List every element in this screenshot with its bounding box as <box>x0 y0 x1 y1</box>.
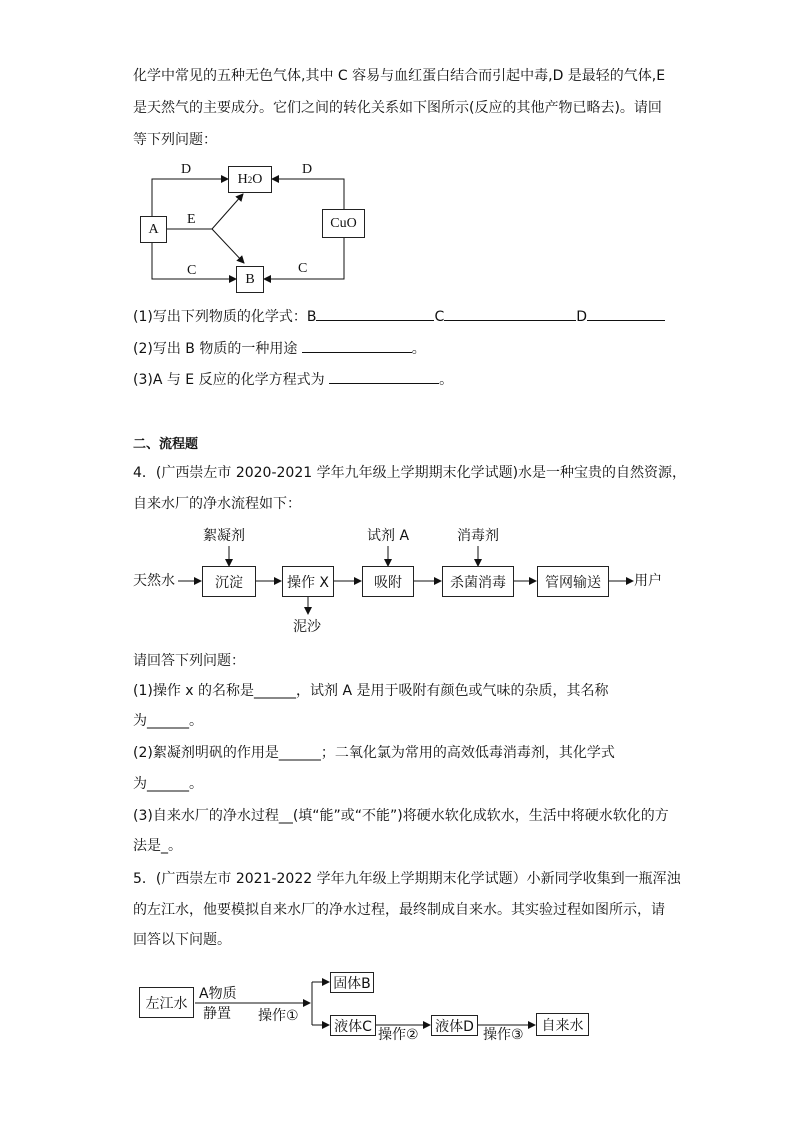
q4-sub3-a: (3)自来水厂的净水过程__(填“能”或“不能”)将硬水软化成软水，生活中将硬水软化的方 <box>133 808 669 824</box>
q4-sub1-a: (1)操作 x 的名称是______，试剂 A 是用于吸附有颜色或气味的杂质，其名称 <box>133 683 609 699</box>
flow-input-water: 天然水 <box>133 573 175 589</box>
flow-step-adsorb: 吸附 <box>362 566 414 597</box>
h2o-subscript: 2 <box>247 174 253 185</box>
q3-intro-line-2: 是天然气的主要成分。它们之间的转化关系如下图所示(反应的其他产物已略去)。请回 <box>133 100 662 116</box>
q5-reagent-a: A物质 <box>199 986 237 1002</box>
q4-sub3-b: 法是_。 <box>133 838 182 854</box>
q3-intro-line-1: 化学中常见的五种无色气体,其中 C 容易与血红蛋白结合而引起中毒,D 是最轻的气体,E <box>133 68 666 84</box>
flow-step-disinfect: 杀菌消毒 <box>442 566 514 597</box>
q3-sub2-suffix: 。 <box>411 341 426 357</box>
q5-line-2: 的左江水，他要模拟自来水厂的净水过程，最终制成自来水。其实验过程如图所示，请 <box>133 902 665 918</box>
node-b: B <box>236 266 264 293</box>
q4-sub2-b: 为______。 <box>133 776 203 792</box>
q5-operation-1: 操作① <box>258 1008 299 1024</box>
label-c-right: C <box>298 261 308 276</box>
q5-line-1: 5．(广西崇左市 2021-2022 学年九年级上学期期末化学试题）小新同学收集到一瓶浑浊 <box>133 871 681 887</box>
q5-line-3: 回答以下问题。 <box>133 932 231 948</box>
flow-step-sediment: 沉淀 <box>202 566 256 597</box>
q5-node-tap-water: 自来水 <box>536 1013 589 1036</box>
q5-node-solid-b: 固体B <box>330 972 374 993</box>
label-c-left: C <box>187 263 197 278</box>
q3-sub1-d: D <box>576 309 587 325</box>
node-a: A <box>140 216 167 243</box>
section-title: 二、流程题 <box>133 437 199 452</box>
q3-sub1-prefix: (1)写出下列物质的化学式：B <box>133 309 317 325</box>
q3-sub2-prefix: (2)写出 B 物质的一种用途 <box>133 341 298 357</box>
q4-line-2: 自来水厂的净水流程如下： <box>133 496 301 512</box>
q4-prompt: 请回答下列问题： <box>133 653 245 669</box>
q4-sub1-b: 为______。 <box>133 713 203 729</box>
flow-step-operation-x: 操作 X <box>282 566 334 597</box>
q3-sub3-prefix: (3)A 与 E 反应的化学方程式为 <box>133 372 325 388</box>
q5-standing: 静置 <box>203 1006 231 1022</box>
flow-add-reagent-a: 试剂 A <box>367 528 410 544</box>
flow-output-user: 用户 <box>634 573 662 589</box>
flow-add-flocculant: 絮凝剂 <box>203 528 245 544</box>
node-cuo: CuO <box>322 209 365 238</box>
q5-operation-3: 操作③ <box>483 1027 524 1043</box>
q3-sub3-suffix: 。 <box>439 372 454 388</box>
q4-line-1: 4．(广西崇左市 2020-2021 学年九年级上学期期末化学试题)水是一种宝贵的自然资源， <box>133 465 687 481</box>
q5-node-liquid-d: 液体D <box>431 1015 478 1036</box>
flow-add-disinfectant: 消毒剂 <box>457 528 499 544</box>
h2o-o: O <box>252 171 263 187</box>
q5-node-zuojiang-water: 左江水 <box>139 987 194 1018</box>
q3-intro-line-3: 等下列问题： <box>133 132 217 148</box>
label-d-left: D <box>181 162 192 177</box>
label-d-right: D <box>302 162 313 177</box>
flow-waste-silt: 泥沙 <box>293 619 321 635</box>
q4-sub2-a: (2)絮凝剂明矾的作用是______；二氧化氯为常用的高效低毒消毒剂，其化学式 <box>133 745 615 761</box>
h2o-h: H <box>237 171 248 187</box>
flow-step-pipeline: 管网输送 <box>537 566 609 597</box>
q5-node-liquid-c: 液体C <box>330 1015 376 1036</box>
q3-sub1-c: C <box>434 309 445 325</box>
label-e: E <box>187 212 196 227</box>
q5-operation-2: 操作② <box>378 1027 419 1043</box>
